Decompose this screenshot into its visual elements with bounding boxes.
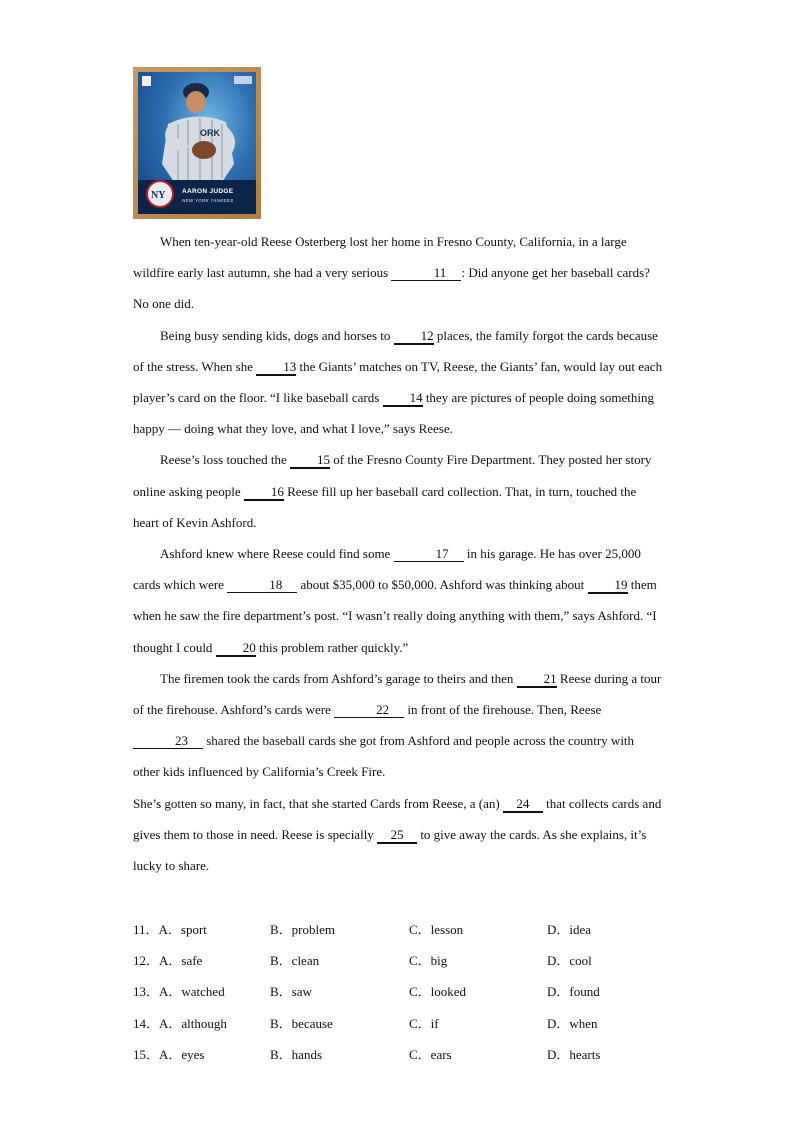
blank-25[interactable]: 25 [377,827,417,844]
blank-23[interactable]: 23 [133,733,203,749]
blank-13[interactable]: 13 [256,359,296,376]
blank-19[interactable]: 19 [588,577,628,594]
question-row [133,945,663,976]
paragraph-2: Being busy sending kids, dogs and horses to 12 places, the family forgot the cards because of the stress. When she 13 the Giants’ matches on TV, Reese, the Giants’ fan, would lay out each player’s card on the floor. “I like baseball cards 14 they are pictures of people doing something happy — doing what they love, and what I love,” says Reese. [133,327,663,437]
option-c[interactable]: C．big [409,953,448,969]
question-row [133,976,663,1007]
option-c[interactable]: C．ears [409,1046,452,1062]
blank-16[interactable]: 16 [244,484,284,501]
option-b[interactable]: B．hands [270,1046,323,1062]
option-a[interactable]: 13．A．watched [133,984,225,1000]
paragraph-5: The firemen took the cards from Ashford’s garage to theirs and then 21 Reese during a tour of the firehouse. Ashford’s cards were 22 in front of the firehouse. Then, Reese 23 shared the baseball cards she got from Ashford and people across the country with other kids influenced by California’s Creek Fire. [133,670,662,780]
blank-14[interactable]: 14 [383,390,423,407]
answer-options [133,914,663,1070]
option-b[interactable]: B．saw [270,984,312,1000]
paragraph-6: She’s gotten so many, in fact, that she started Cards from Reese, a (an) 24 that collects cards and gives them to those in need. Reese is specially 25 to give away the cards. As she explains, it’s lucky to share. [133,795,662,874]
question-row [133,914,663,945]
blank-21[interactable]: 21 [517,671,557,688]
option-d[interactable]: D．found [547,984,600,1000]
option-b[interactable]: B．problem [270,922,335,937]
option-a[interactable]: 12．A．safe [133,953,203,969]
svg-text:ORK: ORK [200,128,220,138]
card-photo [138,72,256,214]
option-c[interactable]: C．lesson [409,922,464,937]
blank-20[interactable]: 20 [216,640,256,657]
blank-17[interactable]: 17 [394,546,464,562]
blank-24[interactable]: 24 [503,796,543,813]
blank-11[interactable]: 11 [391,265,461,281]
option-d[interactable]: D．cool [547,953,592,969]
card-team-name: NEW YORK YANKEES [182,198,234,203]
option-d[interactable]: D．hearts [547,1046,601,1062]
paragraph-1: When ten-year-old Reese Osterberg lost her home in Fresno County, California, in a large wildfire early last autumn, she had a very serious 11 : Did anyone get her baseball cards? No one did. [133,234,650,312]
option-a[interactable]: 14．A．although [133,1015,227,1031]
baseball-card-image [133,67,261,219]
option-b[interactable]: B．because [270,1015,333,1031]
paragraph-4: Ashford knew where Reese could find some 17 in his garage. He has over 25,000 cards which were 18 about $35,000 to $50,000. Ashford was thinking about 19 them when he saw the fire department’s post. “I wasn’t really doing anything with them,” says Ashford. “I thought I could 20 this problem rather quickly.” [133,546,657,655]
svg-text:NY: NY [151,190,166,201]
blank-22[interactable]: 22 [334,702,404,718]
option-a[interactable]: 15．A．eyes [133,1046,205,1062]
option-a[interactable]: 11．A．sport [133,922,207,937]
card-player-name: AARON JUDGE [182,188,234,195]
option-d[interactable]: D．idea [547,922,592,937]
blank-12[interactable]: 12 [394,328,434,345]
option-c[interactable]: C．looked [409,984,467,1000]
option-b[interactable]: B．clean [270,953,320,969]
question-row [133,1039,663,1070]
paragraph-3: Reese’s loss touched the 15 of the Fresno County Fire Department. They posted her story online asking people 16 Reese fill up her baseball card collection. That, in turn, touched the heart of Kevin Ashford. [133,452,652,530]
option-c[interactable]: C．if [409,1015,439,1031]
question-row [133,1008,663,1039]
blank-15[interactable]: 15 [290,452,330,469]
blank-18[interactable]: 18 [227,577,297,593]
option-d[interactable]: D．when [547,1015,598,1031]
reading-passage [133,226,663,881]
